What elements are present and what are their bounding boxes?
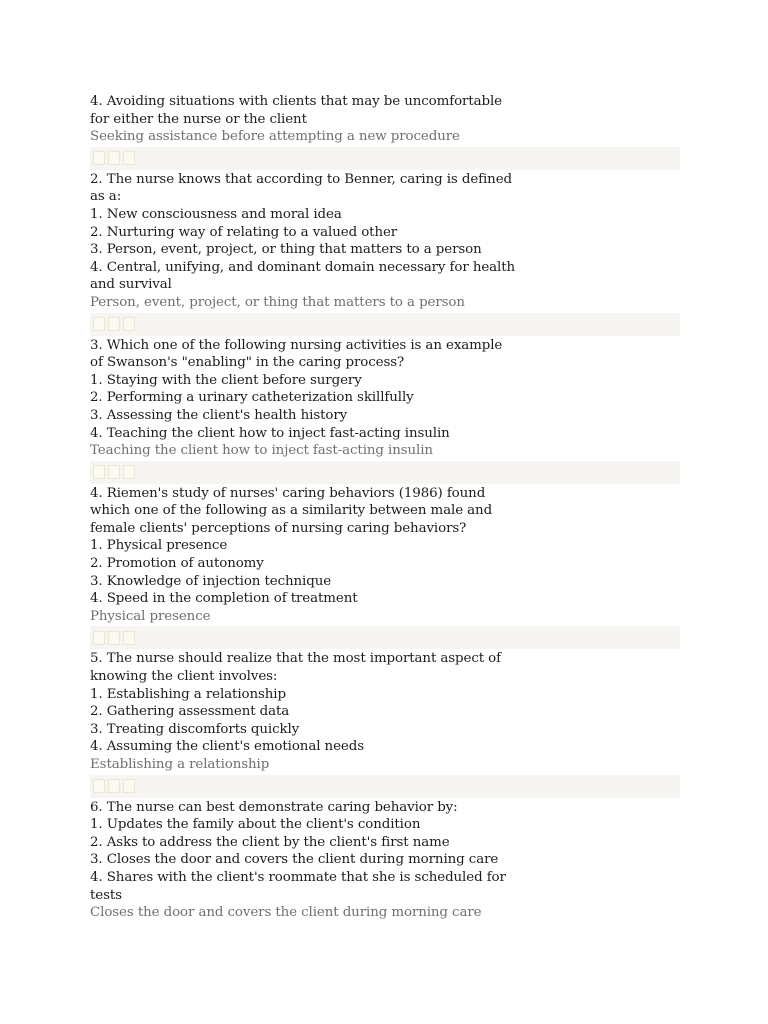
separator-bar	[90, 147, 680, 170]
question-block	[90, 171, 680, 312]
option-line: 4. Teaching the client how to inject fast-acting insulin	[90, 425, 450, 441]
option-line: 3. Treating discomforts quickly	[90, 721, 300, 737]
placeholder-glyph-icon	[123, 631, 135, 645]
option-line: 2. Promotion of autonomy	[90, 556, 264, 572]
placeholder-glyph-icon	[108, 779, 120, 793]
question-line: 6. The nurse can best demonstrate caring behavior by:	[90, 799, 458, 815]
placeholder-glyph-icon	[93, 465, 105, 479]
answer-text: Establishing a relationship	[90, 757, 270, 772]
option-line: 2. Performing a urinary catheterization skillfully	[90, 390, 414, 406]
answer-text: Teaching the client how to inject fast-acting insulin	[90, 443, 433, 459]
question-block	[90, 93, 680, 146]
separator-bar	[90, 461, 680, 484]
option-line: 2. Asks to address the client by the client's first name	[90, 834, 450, 850]
answer-text: Closes the door and covers the client during morning care	[90, 905, 482, 921]
option-line: 3. Assessing the client's health history	[90, 407, 348, 423]
option-line: 4. Speed in the completion of treatment	[90, 591, 358, 607]
option-line: 2. Nurturing way of relating to a valued other	[90, 224, 398, 240]
question-block	[90, 485, 680, 626]
option-line: 4. Central, unifying, and dominant domain necessary for health	[90, 259, 516, 275]
question-line: 4. Avoiding situations with clients that may be uncomfortable	[90, 94, 502, 109]
option-line: 1. Staying with the client before surgery	[90, 372, 362, 388]
placeholder-glyph-icon	[123, 317, 135, 331]
option-line: 1. Updates the family about the client's condition	[90, 817, 421, 833]
option-line: 1. Establishing a relationship	[90, 686, 286, 702]
option-line: 4. Assuming the client's emotional needs	[90, 739, 364, 755]
option-line: and survival	[90, 277, 172, 293]
separator-bar	[90, 626, 680, 649]
quiz-content	[90, 93, 680, 922]
question-line: 3. Which one of the following nursing activities is an example	[90, 337, 503, 353]
option-line: 1. Physical presence	[90, 538, 228, 554]
option-line: 3. Knowledge of injection technique	[90, 573, 332, 589]
question-block	[90, 799, 680, 922]
question-line: 4. Riemen's study of nurses' caring behaviors (1986) found	[90, 485, 486, 501]
answer-text: Seeking assistance before attempting a new procedure	[90, 129, 460, 145]
option-line: tests	[90, 887, 122, 903]
question-line: 5. The nurse should realize that the most important aspect of	[90, 651, 502, 667]
question-line: knowing the client involves:	[90, 669, 278, 685]
question-line: which one of the following as a similarity between male and	[90, 503, 493, 519]
placeholder-glyph-icon	[123, 151, 135, 165]
placeholder-glyph-icon	[108, 317, 120, 331]
answer-text: Person, event, project, or thing that matters to a person	[90, 294, 465, 310]
placeholder-glyph-icon	[93, 317, 105, 331]
question-line: of Swanson's "enabling" in the caring process?	[90, 355, 405, 371]
placeholder-glyph-icon	[93, 151, 105, 165]
placeholder-glyph-icon	[93, 779, 105, 793]
option-line: 1. New consciousness and moral idea	[90, 206, 342, 222]
placeholder-glyph-icon	[108, 465, 120, 479]
separator-bar	[90, 313, 680, 336]
question-line: 2. The nurse knows that according to Benner, caring is defined	[90, 171, 513, 187]
answer-text: Physical presence	[90, 608, 211, 624]
placeholder-glyph-icon	[123, 465, 135, 479]
separator-bar	[90, 775, 680, 798]
placeholder-glyph-icon	[123, 779, 135, 793]
option-line: 4. Shares with the client's roommate that she is scheduled for	[90, 869, 506, 885]
option-line: 2. Gathering assessment data	[90, 704, 290, 720]
question-block	[90, 650, 680, 773]
option-line: 3. Closes the door and covers the client during morning care	[90, 852, 499, 868]
placeholder-glyph-icon	[108, 631, 120, 645]
placeholder-glyph-icon	[93, 631, 105, 645]
option-line: 3. Person, event, project, or thing that matters to a person	[90, 242, 482, 258]
placeholder-glyph-icon	[108, 151, 120, 165]
question-line: female clients' perceptions of nursing caring behaviors?	[90, 520, 467, 536]
question-line: for either the nurse or the client	[90, 111, 307, 127]
question-block	[90, 337, 680, 460]
question-line: as a:	[90, 189, 122, 205]
